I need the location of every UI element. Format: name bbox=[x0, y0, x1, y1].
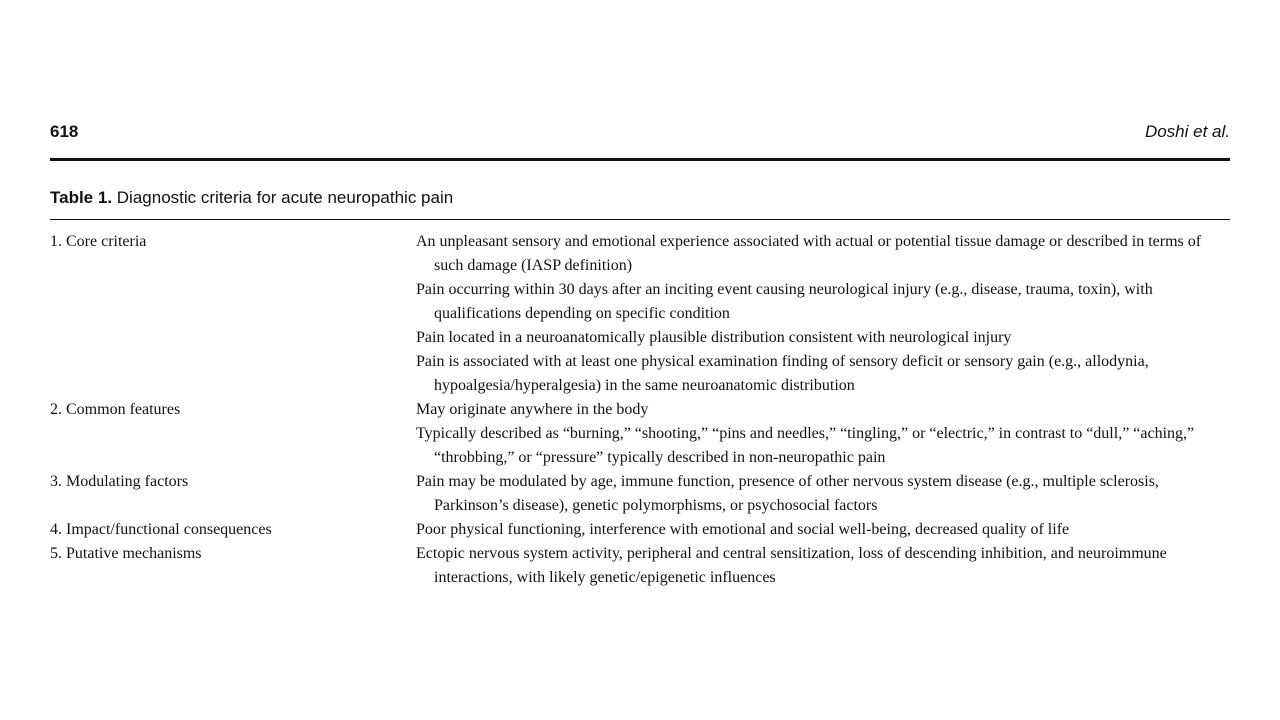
table-row bbox=[50, 518, 1230, 542]
row-description bbox=[416, 398, 1230, 470]
row-description bbox=[416, 230, 1230, 398]
running-head bbox=[50, 122, 1230, 146]
table-row bbox=[50, 542, 1230, 590]
table-row bbox=[50, 470, 1230, 518]
row-category: 5. Putative mechanisms bbox=[50, 545, 202, 562]
table-row bbox=[50, 230, 1230, 398]
table-caption bbox=[50, 188, 453, 208]
criterion-item: Pain located in a neuroanatomically plausible distribution consistent with neurological injury bbox=[416, 329, 1012, 346]
row-category: 1. Core criteria bbox=[50, 233, 147, 250]
criterion-item: May originate anywhere in the body bbox=[416, 401, 649, 418]
criterion-item: Ectopic nervous system activity, peripheral and central sensitization, loss of descending inhibition, and neuroimmune interactions, with likely genetic/epigenetic influences bbox=[416, 545, 1167, 586]
table-caption-text: Diagnostic criteria for acute neuropathic pain bbox=[116, 188, 454, 207]
criterion-item: Poor physical functioning, interference with emotional and social well-being, decreased quality of life bbox=[416, 521, 1070, 538]
row-category: 3. Modulating factors bbox=[50, 473, 189, 490]
table-row bbox=[50, 398, 1230, 470]
criterion-item: Pain occurring within 30 days after an inciting event causing neurological injury (e.g., disease, trauma, toxin), with qualifications depending on specific condition bbox=[416, 281, 1153, 322]
row-category: 4. Impact/functional consequences bbox=[50, 521, 272, 538]
header-rule bbox=[50, 158, 1230, 161]
criterion-item: Pain may be modulated by age, immune function, presence of other nervous system disease (e.g., multiple sclerosis, Parkinson’s disease), genetic polymorphisms, or psychosocial factors bbox=[416, 473, 1159, 514]
table-label: Table 1. bbox=[50, 188, 113, 207]
row-description bbox=[416, 542, 1230, 590]
author-running-head: Doshi et al. bbox=[1144, 122, 1230, 141]
criteria-table bbox=[50, 230, 1230, 590]
row-description bbox=[416, 470, 1230, 518]
criterion-item: Typically described as “burning,” “shooting,” “pins and needles,” “tingling,” or “electric,” in contrast to “dull,” “aching,” “throbbing,” or “pressure” typically described in non-neuropathic pain bbox=[416, 425, 1195, 466]
criterion-item: An unpleasant sensory and emotional experience associated with actual or potential tissue damage or described in terms of such damage (IASP definition) bbox=[416, 233, 1202, 274]
page-number: 618 bbox=[50, 122, 79, 141]
row-category: 2. Common features bbox=[50, 401, 181, 418]
table-top-rule bbox=[50, 219, 1230, 220]
row-description bbox=[416, 518, 1230, 542]
criterion-item: Pain is associated with at least one physical examination finding of sensory deficit or sensory gain (e.g., allodynia, hypoalgesia/hyperalgesia) in the same neuroanatomic distribution bbox=[416, 353, 1149, 394]
